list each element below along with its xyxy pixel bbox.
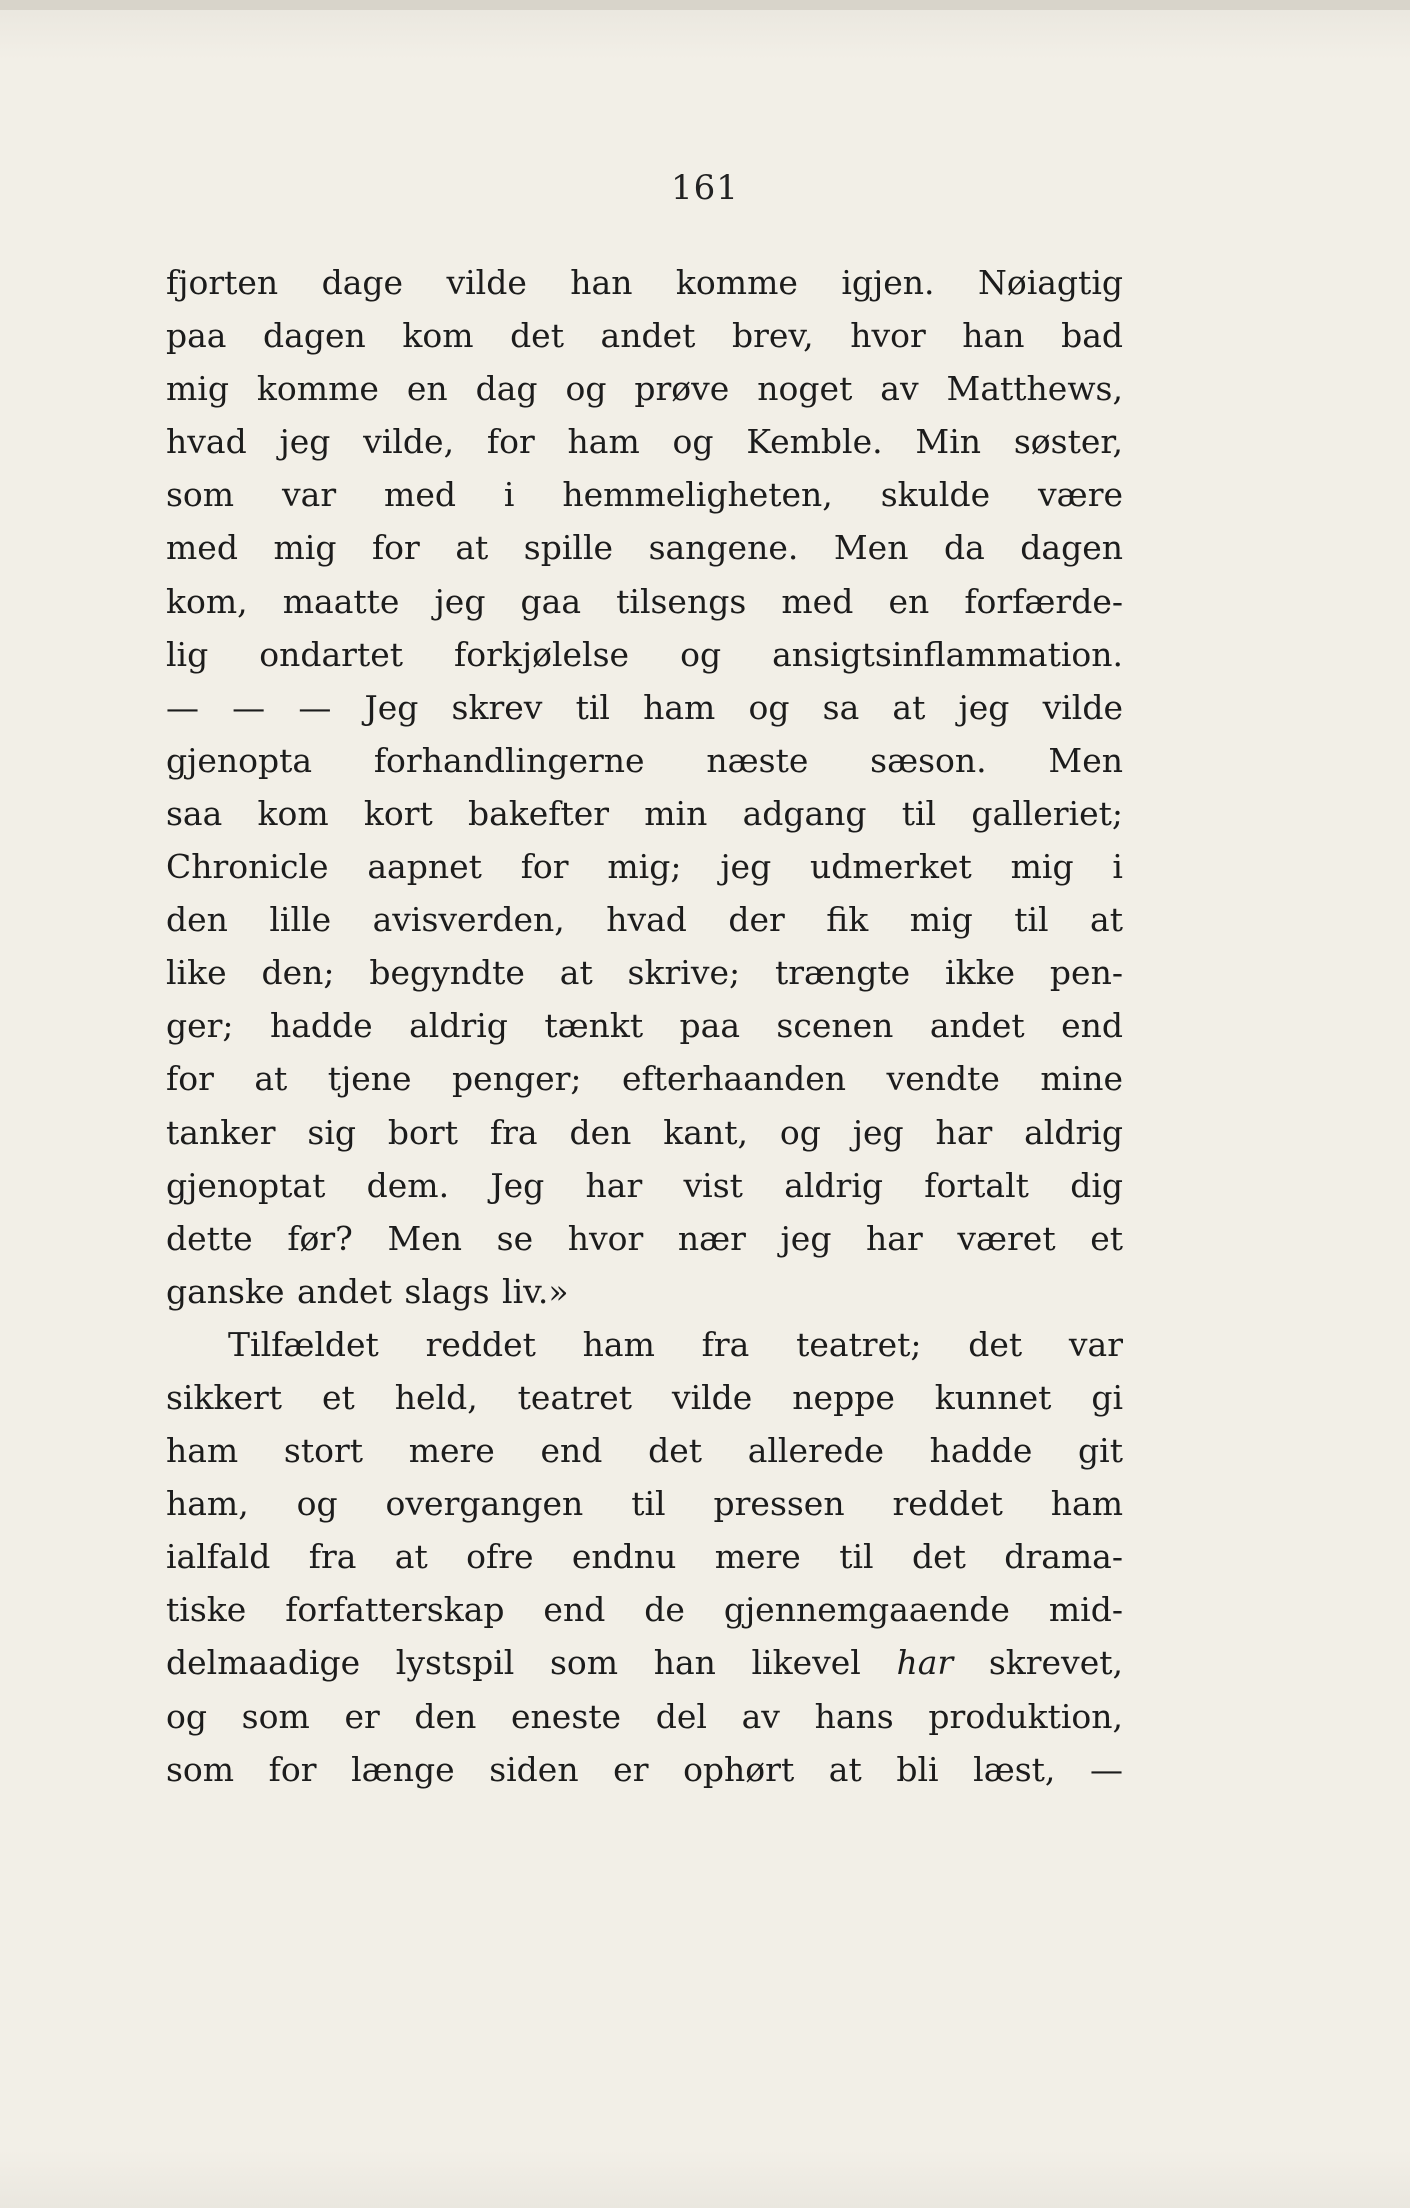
text-line: tiske forfatterskap end de gjennemgaaende mid- [166, 1590, 1123, 1630]
text-line: — — — Jeg skrev til ham og sa at jeg vilde [166, 687, 1123, 727]
text-line: gjenopta forhandlingerne næste sæson. Men [166, 740, 1123, 780]
text-line: sikkert et held, teatret vilde neppe kunnet gi [166, 1377, 1123, 1417]
text-line: like den; begyndte at skrive; trængte ikke pen- [166, 953, 1123, 993]
text-line: hvad jeg vilde, for ham og Kemble. Min søster, [166, 422, 1123, 462]
text-line: lig ondartet forkjølelse og ansigtsinflammation. [166, 634, 1123, 674]
line-start: delmaadige lystspil som han likevel [166, 1643, 861, 1683]
text-line: ganske andet slags liv.» [166, 1271, 569, 1311]
text-line: for at tjene penger; efterhaanden vendte mine [166, 1059, 1123, 1099]
paragraph-start-line: Tilfældet reddet ham fra teatret; det var [228, 1324, 1123, 1364]
text-line-with-emphasis [166, 1636, 1123, 1689]
text-line: dette før? Men se hvor nær jeg har været et [166, 1218, 1123, 1258]
text-line: ham, og overgangen til pressen reddet ham [166, 1484, 1123, 1524]
text-line: den lille avisverden, hvad der fik mig til at [166, 900, 1123, 940]
text-line: Chronicle aapnet for mig; jeg udmerket mig i [166, 847, 1123, 887]
text-line: ham stort mere end det allerede hadde git [166, 1431, 1123, 1471]
text-line: gjenoptat dem. Jeg har vist aldrig fortalt dig [166, 1165, 1123, 1205]
line-end: skrevet, [988, 1643, 1123, 1683]
text-line: ialfald fra at ofre endnu mere til det drama- [166, 1537, 1123, 1577]
text-line: ger; hadde aldrig tænkt paa scenen andet end [166, 1006, 1123, 1046]
page-edge [0, 0, 1410, 10]
text-line: med mig for at spille sangene. Men da dagen [166, 528, 1123, 568]
text-line: og som er den eneste del av hans produktion, [166, 1696, 1123, 1736]
page-number: 161 [671, 168, 739, 208]
emphasized-word: har [896, 1643, 954, 1683]
text-line: kom, maatte jeg gaa tilsengs med en forfærde- [166, 581, 1123, 621]
text-line: mig komme en dag og prøve noget av Matthews, [166, 369, 1123, 409]
text-line: paa dagen kom det andet brev, hvor han bad [166, 316, 1123, 356]
text-line: tanker sig bort fra den kant, og jeg har aldrig [166, 1112, 1123, 1152]
text-line: fjorten dage vilde han komme igjen. Nøiagtig [166, 263, 1123, 302]
body-text [166, 256, 1123, 1796]
text-line: som var med i hemmeligheten, skulde være [166, 475, 1123, 515]
text-line: som for længe siden er ophørt at bli læst, — [166, 1749, 1123, 1789]
text-line: saa kom kort bakefter min adgang til galleriet; [166, 793, 1123, 833]
